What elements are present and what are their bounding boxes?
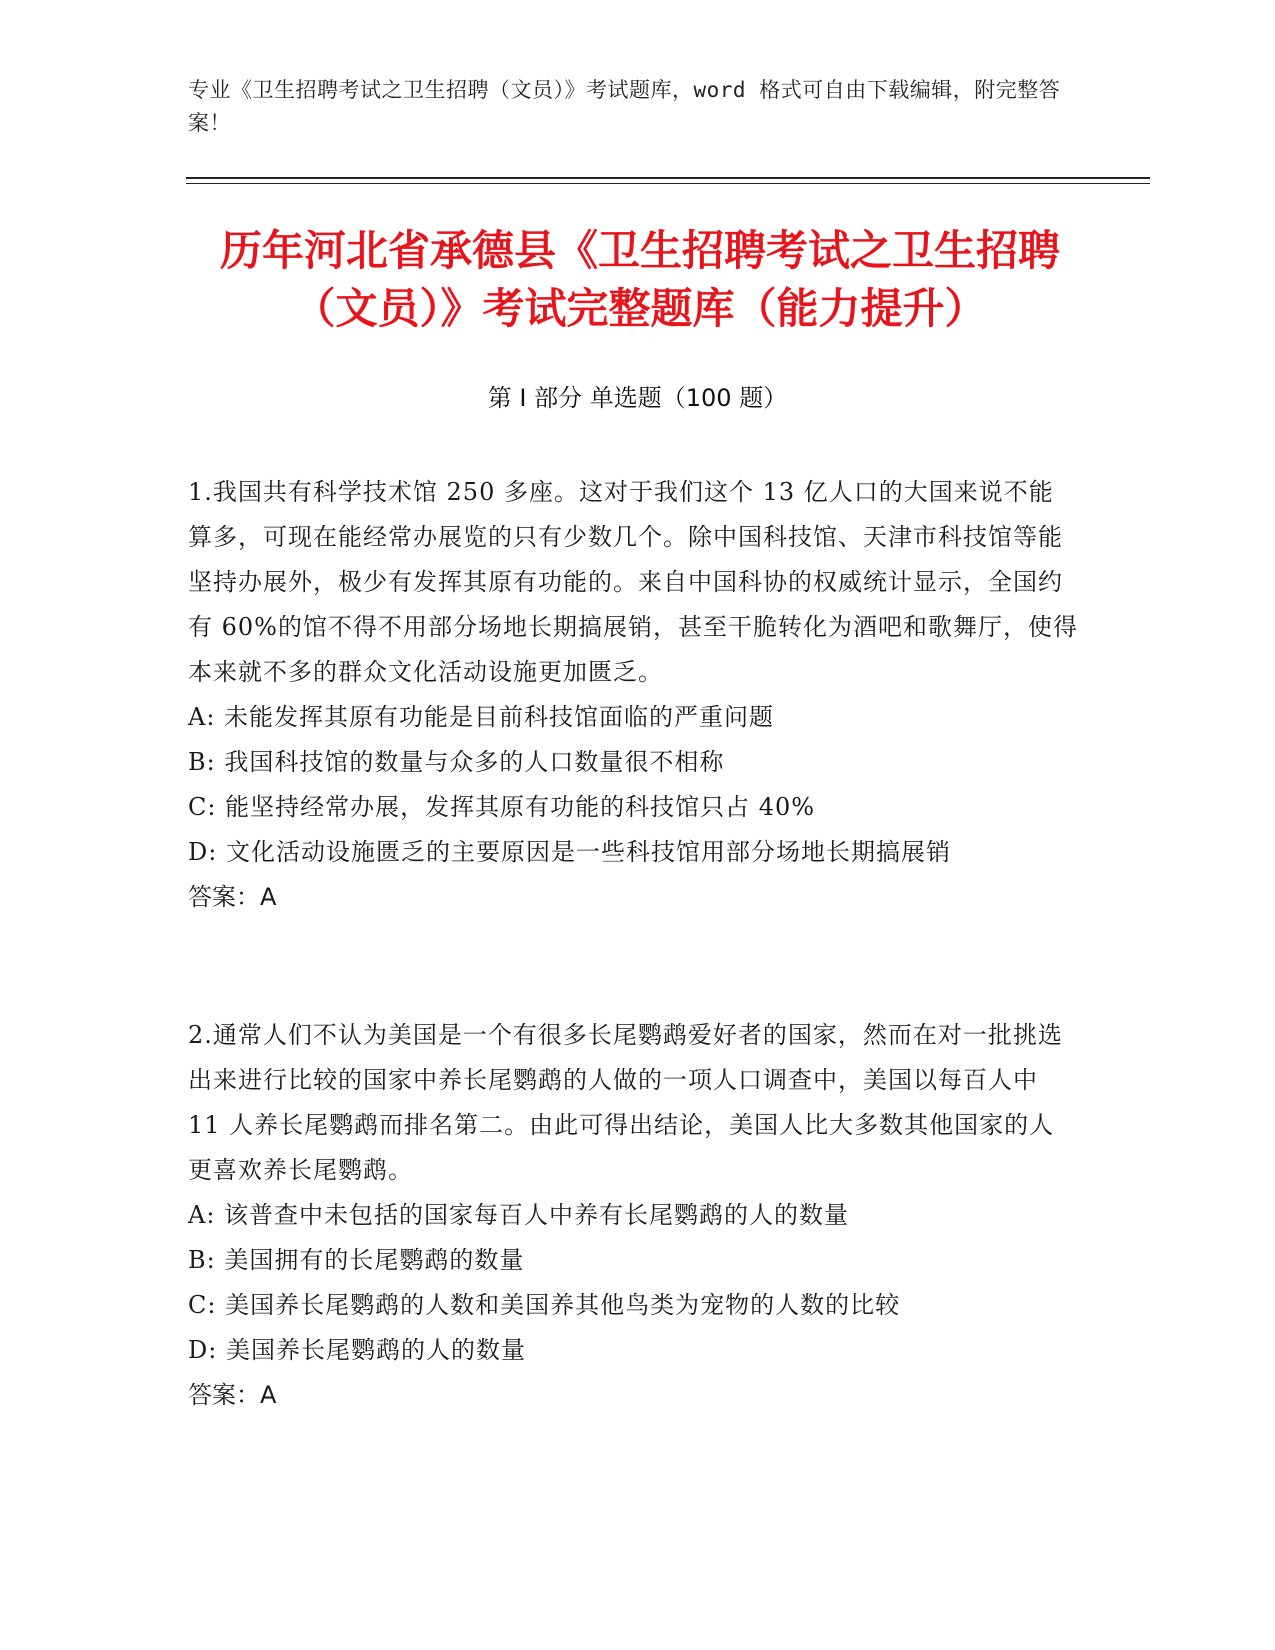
question-stem: 1.我国共有科学技术馆 250 多座。这对于我们这个 13 亿人口的大国来说不能算多，可现在能经常办展览的只有少数几个。除中国科技馆、天津市科技馆等能坚持办展外，极少有发挥其原有功能的。来自中国科协的权威统计显示，全国约有 60%的馆不得不用部分场地长期搞展销，甚至干脆转化为酒吧和歌舞厅，使得本来就不多的群众文化活动设施更加匮乏。 — [188, 478, 1078, 686]
question-2 — [188, 1013, 1078, 1418]
option-c: C: 能坚持经常办展，发挥其原有功能的科技馆只占 40% — [188, 793, 816, 821]
question-1 — [188, 470, 1078, 920]
option-c: C: 美国养长尾鹦鹉的人数和美国养其他鸟类为宠物的人数的比较 — [188, 1291, 901, 1319]
option-a: A: 该普查中未包括的国家每百人中养有长尾鹦鹉的人的数量 — [188, 1201, 850, 1229]
option-b: B: 美国拥有的长尾鹦鹉的数量 — [188, 1246, 525, 1274]
document-title: 历年河北省承德县《卫生招聘考试之卫生招聘（文员）》考试完整题库（能力提升） — [219, 226, 1060, 333]
header-divider-thin — [186, 183, 1150, 184]
header-note: 专业《卫生招聘考试之卫生招聘（文员）》考试题库，word 格式可自由下载编辑，附完整答案！ — [188, 78, 1061, 135]
section-title: 第 I 部分 单选题（100 题） — [487, 384, 788, 412]
answer-line: 答案：A — [188, 1381, 277, 1409]
header-divider-thick — [186, 177, 1150, 179]
answer-line: 答案：A — [188, 883, 277, 911]
option-d: D: 美国养长尾鹦鹉的人的数量 — [188, 1336, 526, 1364]
option-d: D: 文化活动设施匮乏的主要原因是一些科技馆用部分场地长期搞展销 — [188, 838, 951, 866]
question-stem: 2.通常人们不认为美国是一个有很多长尾鹦鹉爱好者的国家，然而在对一批挑选出来进行比较的国家中养长尾鹦鹉的人做的一项人口调查中，美国以每百人中 11 人养长尾鹦鹉而排名第二。由此可得出结论，美国人比大多数其他国家的人更喜欢养长尾鹦鹉。 — [188, 1021, 1063, 1184]
option-a: A: 未能发挥其原有功能是目前科技馆面临的严重问题 — [188, 703, 775, 731]
option-b: B: 我国科技馆的数量与众多的人口数量很不相称 — [188, 748, 725, 776]
